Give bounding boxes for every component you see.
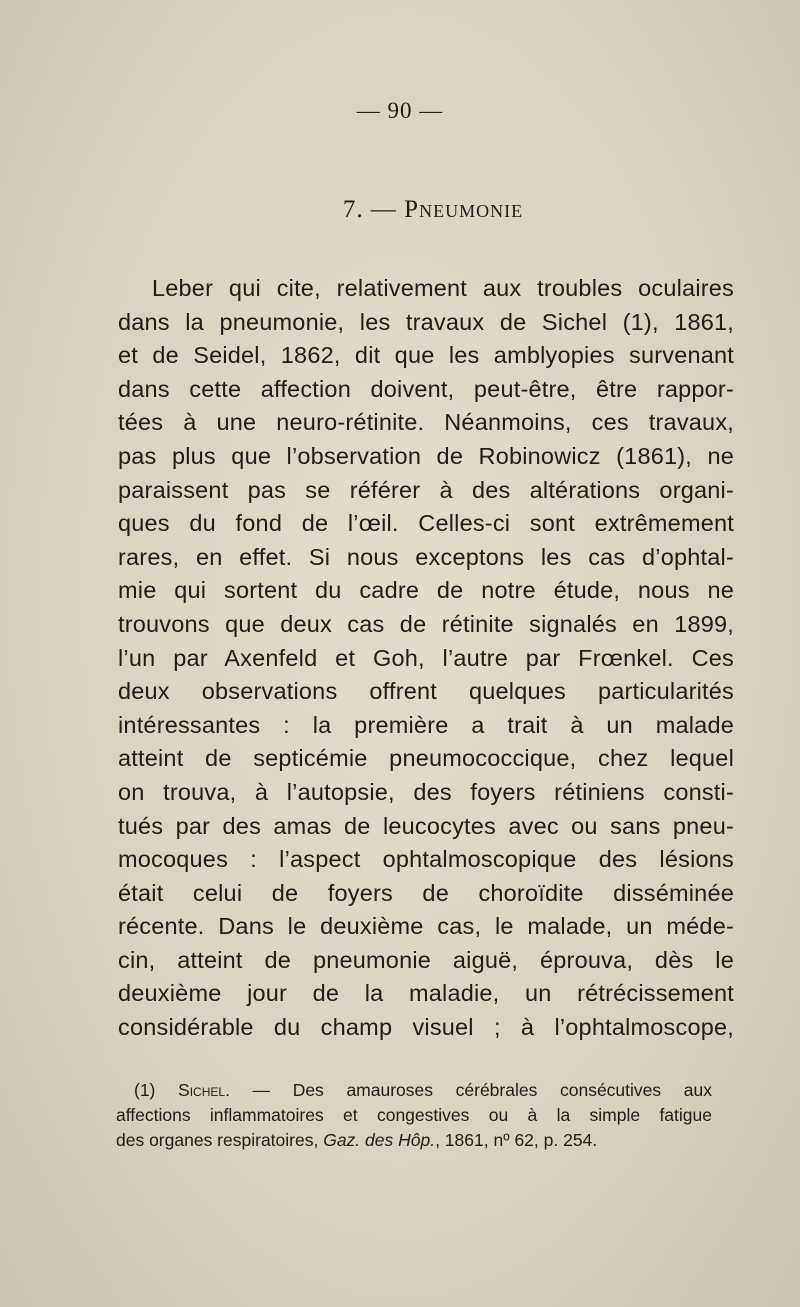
footnote-text: des organes respiratoires, — [116, 1130, 324, 1150]
section-number: 7. — — [342, 196, 405, 223]
footnote-text: , 1861, nº 62, p. 254. — [435, 1130, 598, 1150]
footnote-marker: (1) — [134, 1080, 156, 1100]
text-line: était celui de foyers de choroïdite disséminée — [118, 879, 734, 906]
footnote-line — [116, 1128, 712, 1153]
text-line: dans la pneumonie, les travaux de Sichel (1), 1861, — [118, 308, 734, 335]
section-heading — [0, 196, 800, 224]
text-line: l’un par Axenfeld et Goh, l’autre par Frœnkel. Ces — [118, 644, 734, 671]
text-line: considérable du champ visuel ; à l’ophtalmoscope, — [118, 1014, 734, 1041]
text-line: mocoques : l’aspect ophtalmoscopique des lésions — [118, 846, 734, 873]
text-line: deux observations offrent quelques particularités — [118, 678, 734, 705]
page-number: — 90 — — [356, 98, 444, 123]
text-line: ques du fond de l’œil. Celles-ci sont extrêmement — [118, 510, 734, 537]
text-line: deuxième jour de la maladie, un rétrécissement — [118, 980, 734, 1007]
footnote-author: Sichel — [178, 1080, 226, 1100]
body-paragraph — [118, 272, 734, 1045]
text-line: dans cette affection doivent, peut-être, être rappor- — [118, 375, 734, 402]
text-line: tées à une neuro-rétinite. Néanmoins, ces travaux, — [118, 409, 734, 436]
footnote-text: . — Des amauroses cérébrales consécutives aux — [225, 1080, 712, 1100]
footnote — [116, 1078, 712, 1153]
text-line: pas plus que l’observation de Robinowicz (1861), ne — [118, 442, 734, 469]
text-line: rares, en effet. Si nous exceptons les cas d’ophtal- — [118, 543, 734, 570]
text-line: Leber qui cite, relativement aux troubles oculaires — [152, 275, 734, 301]
text-line: mie qui sortent du cadre de notre étude, nous ne — [118, 577, 734, 604]
text-line: et de Seidel, 1862, dit que les amblyopies survenant — [118, 342, 734, 369]
text-line: trouvons que deux cas de rétinite signalés en 1899, — [118, 610, 734, 637]
text-line: intéressantes : la première a trait à un malade — [118, 711, 734, 738]
text-line: paraissent pas se référer à des altérations organi- — [118, 476, 734, 503]
section-title: Pneumonie — [404, 196, 524, 223]
text-line: atteint de septicémie pneumococcique, chez lequel — [118, 745, 734, 772]
footnote-line: affections inflammatoires et congestives ou à la simple fatigue — [116, 1105, 712, 1125]
text-line: tués par des amas de leucocytes avec ou sans pneu- — [118, 812, 734, 839]
text-line: cin, atteint de pneumonie aiguë, éprouva, dès le — [118, 946, 734, 973]
text-line: récente. Dans le deuxième cas, le malade, un méde- — [118, 913, 734, 940]
text-line: on trouva, à l’autopsie, des foyers rétiniens consti- — [118, 778, 734, 805]
footnote-journal: Gaz. des Hôp. — [323, 1130, 436, 1150]
footnote-line — [116, 1078, 712, 1103]
